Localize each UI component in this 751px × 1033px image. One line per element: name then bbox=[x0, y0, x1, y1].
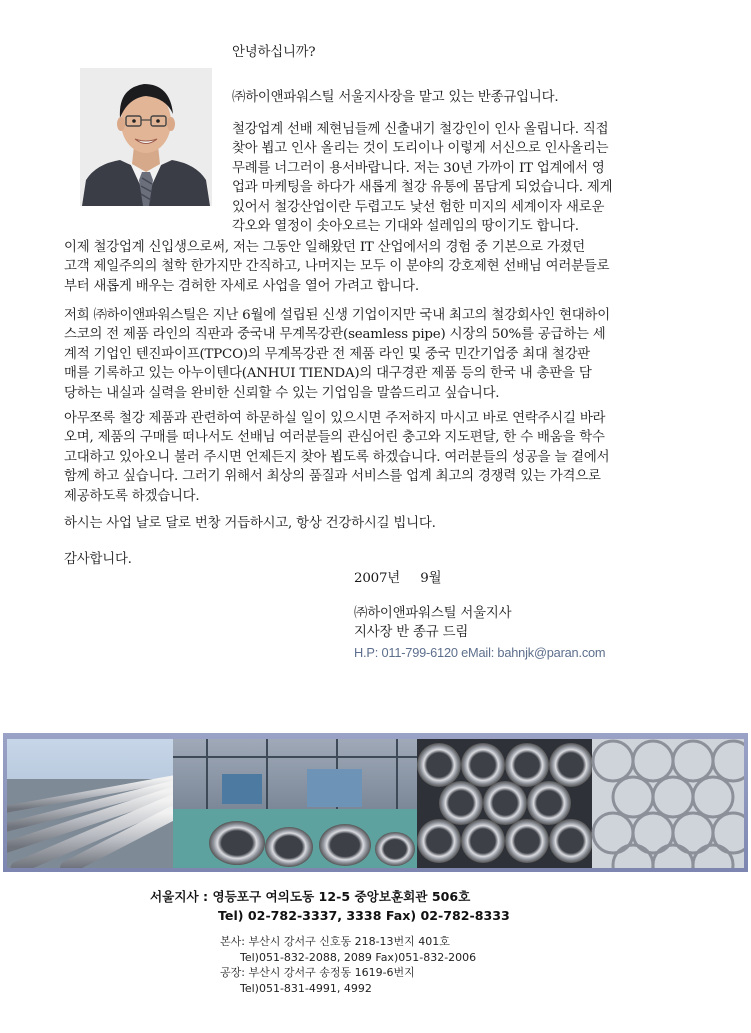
paragraph-4 bbox=[64, 409, 609, 506]
paragraph-3-line: 당하는 내실과 실력을 완비한 신뢰할 수 있는 기업임을 말씀드리고 싶습니다. bbox=[64, 385, 500, 401]
signature-block bbox=[354, 604, 605, 662]
seoul-branch-address bbox=[150, 887, 510, 925]
paragraph-1-line: 업과 마케팅을 하다가 새롭게 철강 유통에 몸담게 되었습니다. 제게 bbox=[232, 180, 613, 196]
paragraph-3-line: 계적 기업인 텐진파이프(TPCO)의 무계목강관 전 제품 라인 및 중국 민간기업중 최대 철강판 bbox=[64, 346, 591, 362]
paragraph-3 bbox=[64, 306, 610, 403]
banner-photo-collage bbox=[7, 739, 744, 868]
paragraph-2 bbox=[64, 238, 609, 296]
paragraph-1-line: 각오와 열정이 솟아오르는 기대와 설레임의 땅이기도 합니다. bbox=[232, 219, 579, 235]
signature-name: 지사장 반 종규 드림 bbox=[354, 625, 469, 641]
contact-info: H.P: 011-799-6120 eMail: bahnjk@paran.com bbox=[354, 644, 606, 660]
paragraph-4-line: 함께 하고 싶습니다. 그러기 위해서 최상의 품질과 서비스를 업계 최고의 경쟁력 있는 가격으로 bbox=[64, 469, 601, 485]
thanks-text: 감사합니다. bbox=[64, 552, 132, 567]
hq-address-line: 본사: 부산시 강서구 신호동 218-13번지 401호 bbox=[220, 935, 450, 948]
paragraph-1 bbox=[232, 120, 612, 236]
factory-phone-line: Tel)051-831-4991, 4992 bbox=[240, 981, 372, 995]
paragraph-4-line: 고대하고 있아오니 불러 주시면 언제든지 찾아 뵙도록 하겠습니다. 여러분들의 성공을 늘 곁에서 bbox=[64, 449, 610, 465]
hq-factory-address bbox=[220, 934, 476, 996]
closing-wish-text: 하시는 사업 날로 달로 번창 거듭하시고, 항상 건강하시길 빕니다. bbox=[64, 516, 436, 531]
seoul-address-line: 서울지사 : 영등포구 여의도동 12-5 중앙보훈회관 506호 bbox=[150, 889, 471, 904]
greeting-text: 안녕하십니까? bbox=[232, 45, 316, 60]
paragraph-2-line: 이제 철강업계 신입생으로써, 저는 그동안 일해왔던 IT 산업에서의 경험 중 기본으로 가졌던 bbox=[64, 240, 585, 255]
paragraph-2-line: 부터 새롭게 배우는 겸허한 자세로 사업을 열어 가려고 합니다. bbox=[64, 278, 419, 294]
paragraph-4-line: 아무쪼록 철강 제품과 관련하여 하문하실 일이 있으시면 주저하지 마시고 바로 연락주시길 바라 bbox=[64, 411, 606, 426]
industrial-photo-banner bbox=[3, 733, 748, 872]
paragraph-4-line: 제공하도록 하겠습니다. bbox=[64, 488, 200, 504]
paragraph-3-line: 저희 ㈜하이앤파워스틸은 지난 6월에 설립된 신생 기업이지만 국내 최고의 철강회사인 현대하이 bbox=[64, 308, 611, 323]
signature-company: ㈜하이앤파워스틸 서울지사 bbox=[354, 606, 512, 621]
paragraph-1-line: 찾아 뵙고 인사 올리는 것이 도리이나 이렇게 서신으로 인사올리는 bbox=[232, 141, 609, 157]
author-portrait-photo bbox=[80, 68, 212, 206]
paragraph-2-line: 고객 제일주의의 철학 한가지만 간직하고, 나머지는 모두 이 분야의 강호제현 선배님 여러분들로 bbox=[64, 259, 610, 275]
factory-address-line: 공장: 부산시 강서구 송정동 1619-6번지 bbox=[220, 966, 415, 979]
paragraph-3-line: 스코의 전 제품 라인의 직판과 중국내 무계목강관(seamless pipe) 시장의 50%를 공급하는 세 bbox=[64, 327, 606, 343]
paragraph-4-line: 오며, 제품의 구매를 떠나서도 선배님 여러분들의 관심어린 충고와 지도편달, 한 수 배움을 학수 bbox=[64, 430, 605, 446]
intro-text: ㈜하이앤파워스틸 서울지사장을 맡고 있는 반종규입니다. bbox=[232, 90, 559, 105]
letter-date: 2007년 9월 bbox=[354, 571, 442, 586]
paragraph-1-line: 무례를 너그러이 용서바랍니다. 저는 30년 가까이 IT 업계에서 영 bbox=[232, 160, 605, 176]
hq-phone-line: Tel)051-832-2088, 2089 Fax)051-832-2006 bbox=[240, 950, 477, 964]
paragraph-1-line: 있어서 철강산업이란 두렵고도 낯선 험한 미지의 세계이자 새로운 bbox=[232, 199, 605, 215]
paragraph-1-line: 철강업계 선배 제현님들께 신출내기 철강인이 인사 올립니다. 직접 bbox=[232, 122, 609, 137]
seoul-phone-line: Tel) 02-782-3337, 3338 Fax) 02-782-8333 bbox=[218, 908, 510, 923]
paragraph-3-line: 매를 기록하고 있는 아누이텐다(ANHUI TIENDA)의 대구경관 제품 등의 한국 내 총판을 담 bbox=[64, 366, 592, 382]
